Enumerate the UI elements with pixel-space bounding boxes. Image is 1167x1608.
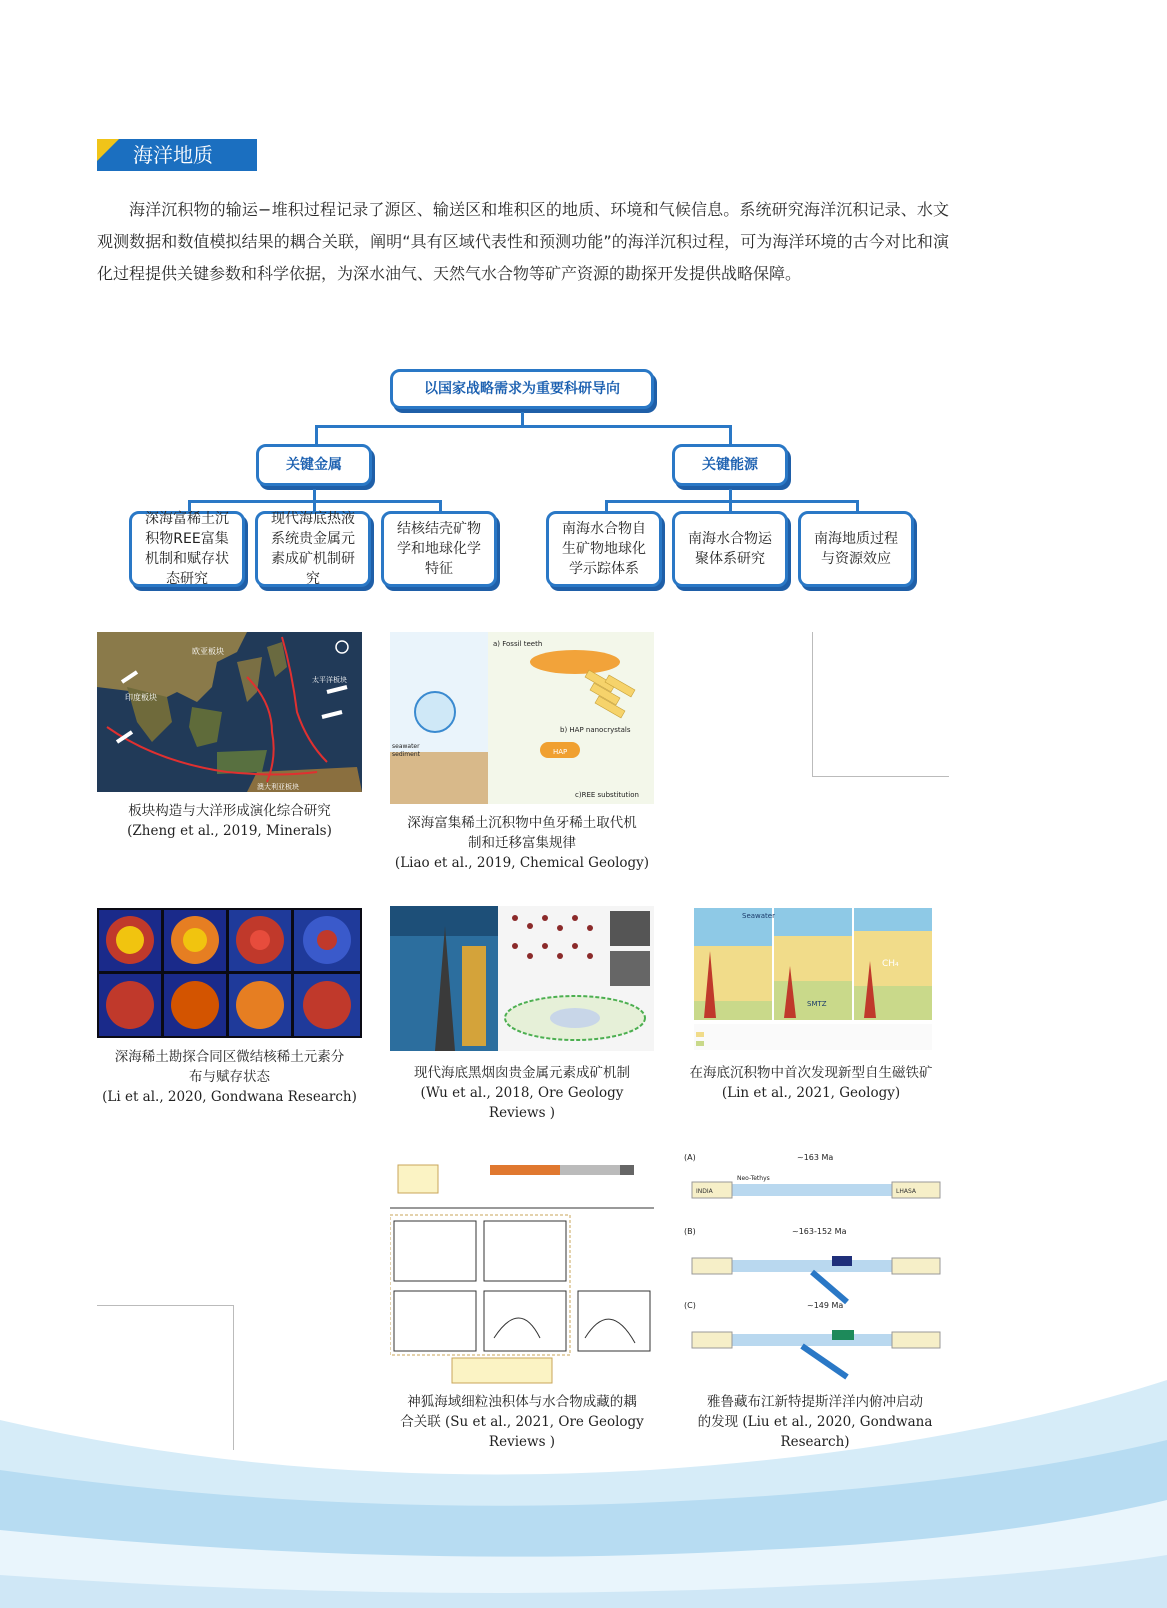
label-seawater: seawater	[392, 743, 420, 750]
figure3-caption-line2: 布与赋存状态	[189, 1069, 270, 1085]
figure1-caption-title: 板块构造与大洋形成演化综合研究	[128, 803, 331, 819]
figure2-caption-ref: (Liao et al., 2019, Chemical Geology)	[394, 855, 650, 871]
label-hap: HAP	[553, 748, 568, 756]
section-title: 海洋地质	[133, 143, 213, 167]
label-fossil-teeth: a) Fossil teeth	[493, 640, 543, 648]
label-hap-nanocrystals: b) HAP nanocrystals	[560, 726, 631, 734]
label-pacific: 太平洋板块	[312, 676, 347, 684]
figure3-caption-ref: (Li et al., 2020, Gondwana Research)	[102, 1089, 357, 1105]
figure7-caption-line1: 雅鲁藏布江新特提斯洋洋内俯冲启动	[707, 1394, 923, 1410]
figure5-caption-ref: (Lin et al., 2021, Geology)	[721, 1085, 901, 1101]
label-panel-a: (A)	[684, 1153, 696, 1162]
figure2-caption-line2: 制和迁移富集规律	[468, 835, 576, 851]
figure2-caption-line1: 深海富集稀土沉积物中鱼牙稀土取代机	[407, 815, 637, 831]
label-lhasa-a: LHASA	[896, 1188, 916, 1195]
label-149ma: ~149 Ma	[807, 1301, 844, 1310]
figure2-caption	[390, 813, 654, 873]
figure1-caption-ref: (Zheng et al., 2019, Minerals)	[127, 823, 332, 839]
label-neotethys-a: Neo-Tethys	[737, 1175, 770, 1182]
figure7-caption-line3: Research)	[780, 1434, 850, 1450]
label-panel-c: (C)	[684, 1301, 696, 1310]
label-163-152ma: ~163-152 Ma	[792, 1227, 847, 1236]
intro-paragraph: 海洋沉积物的输运−堆积过程记录了源区、输送区和堆积区的地质、环境和气候信息。系统研究海洋沉积记录、水文观测数据和数值模拟结果的耦合关联，阐明“具有区域代表性和预测功能”的海洋沉积过程，可为海洋环境的古今对比和演化过程提供关键参数和科学依据，为深水油气、天然气水合物等矿产资源的勘探开发提供战略保障。	[97, 200, 949, 283]
figure5-caption	[676, 1063, 946, 1103]
figure3-caption-line1: 深海稀土勘探合同区微结核稀土元素分	[114, 1049, 345, 1065]
micronodule-ree-maps	[97, 908, 362, 1038]
org-leaf-hydrothermal: 现代海底热液系统贵金属元素成矿机制研究	[255, 511, 371, 587]
org-leaf-rare-earth: 深海富稀土沉积物REE富集机制和赋存状态研究	[129, 511, 245, 587]
section-heading	[97, 139, 257, 171]
tectonic-map-figure	[97, 632, 362, 792]
org-leaf-hydrate-tracer: 南海水合物自生矿物地球化学示踪体系	[546, 511, 662, 587]
figure4-caption-line2: (Wu et al., 2018, Ore Geology	[420, 1085, 624, 1101]
figure4-caption-line1: 现代海底黑烟囱贵金属元素成矿机制	[414, 1065, 630, 1081]
magnetite-figure	[682, 906, 940, 1052]
label-australia: 澳大利亚板块	[257, 783, 299, 791]
figure4-caption	[390, 1063, 654, 1123]
figure6-caption-line2: 合关联 (Su et al., 2021, Ore Geology	[400, 1414, 644, 1430]
corner-line-h2	[97, 1305, 234, 1306]
label-eurasia: 欧亚板块	[192, 647, 224, 656]
label-ch4: CH₄	[882, 959, 899, 969]
org-leaf-scs-process: 南海地质过程与资源效应	[798, 511, 914, 587]
label-163ma: ~163 Ma	[797, 1153, 834, 1162]
org-metals-box: 关键金属	[256, 444, 372, 486]
figure6-caption-line1: 神狐海域细粒浊积体与水合物成藏的耦	[407, 1394, 637, 1410]
corner-line-h	[812, 776, 949, 777]
subduction-figure	[682, 1152, 948, 1385]
turbidite-figure	[390, 1153, 654, 1385]
figure1-caption	[97, 801, 362, 841]
org-leaf-hydrate-migration: 南海水合物运聚体系研究	[672, 511, 788, 587]
figure4-caption-line3: Reviews )	[488, 1105, 556, 1121]
label-smtz: SMTZ	[807, 1000, 827, 1008]
figure6-caption-line3: Reviews )	[488, 1434, 556, 1450]
label-india-a: INDIA	[696, 1188, 713, 1195]
label-india: 印度板块	[125, 693, 157, 702]
figure3-caption	[97, 1047, 362, 1107]
org-top-box: 以国家战略需求为重要科研导向	[390, 369, 654, 409]
black-smoker-figure	[390, 906, 654, 1051]
bottom-wave-decoration	[0, 1380, 1167, 1608]
heading-accent	[97, 139, 119, 161]
label-seawater-a: Seawater	[742, 912, 775, 920]
figure7-caption-line2: 的发现 (Liu et al., 2020, Gondwana	[697, 1414, 933, 1430]
label-ree-substitution: c)REE substitution	[575, 791, 639, 799]
fish-teeth-ree-figure	[390, 632, 654, 804]
org-leaf-nodules: 结核结壳矿物学和地球化学特征	[381, 511, 497, 587]
label-panel-b: (B)	[684, 1227, 696, 1236]
corner-line-v	[812, 632, 813, 777]
org-energy-box: 关键能源	[672, 444, 788, 486]
figure5-caption-line1: 在海底沉积物中首次发现新型自生磁铁矿	[689, 1065, 933, 1081]
label-sediment: sediment	[392, 751, 420, 758]
